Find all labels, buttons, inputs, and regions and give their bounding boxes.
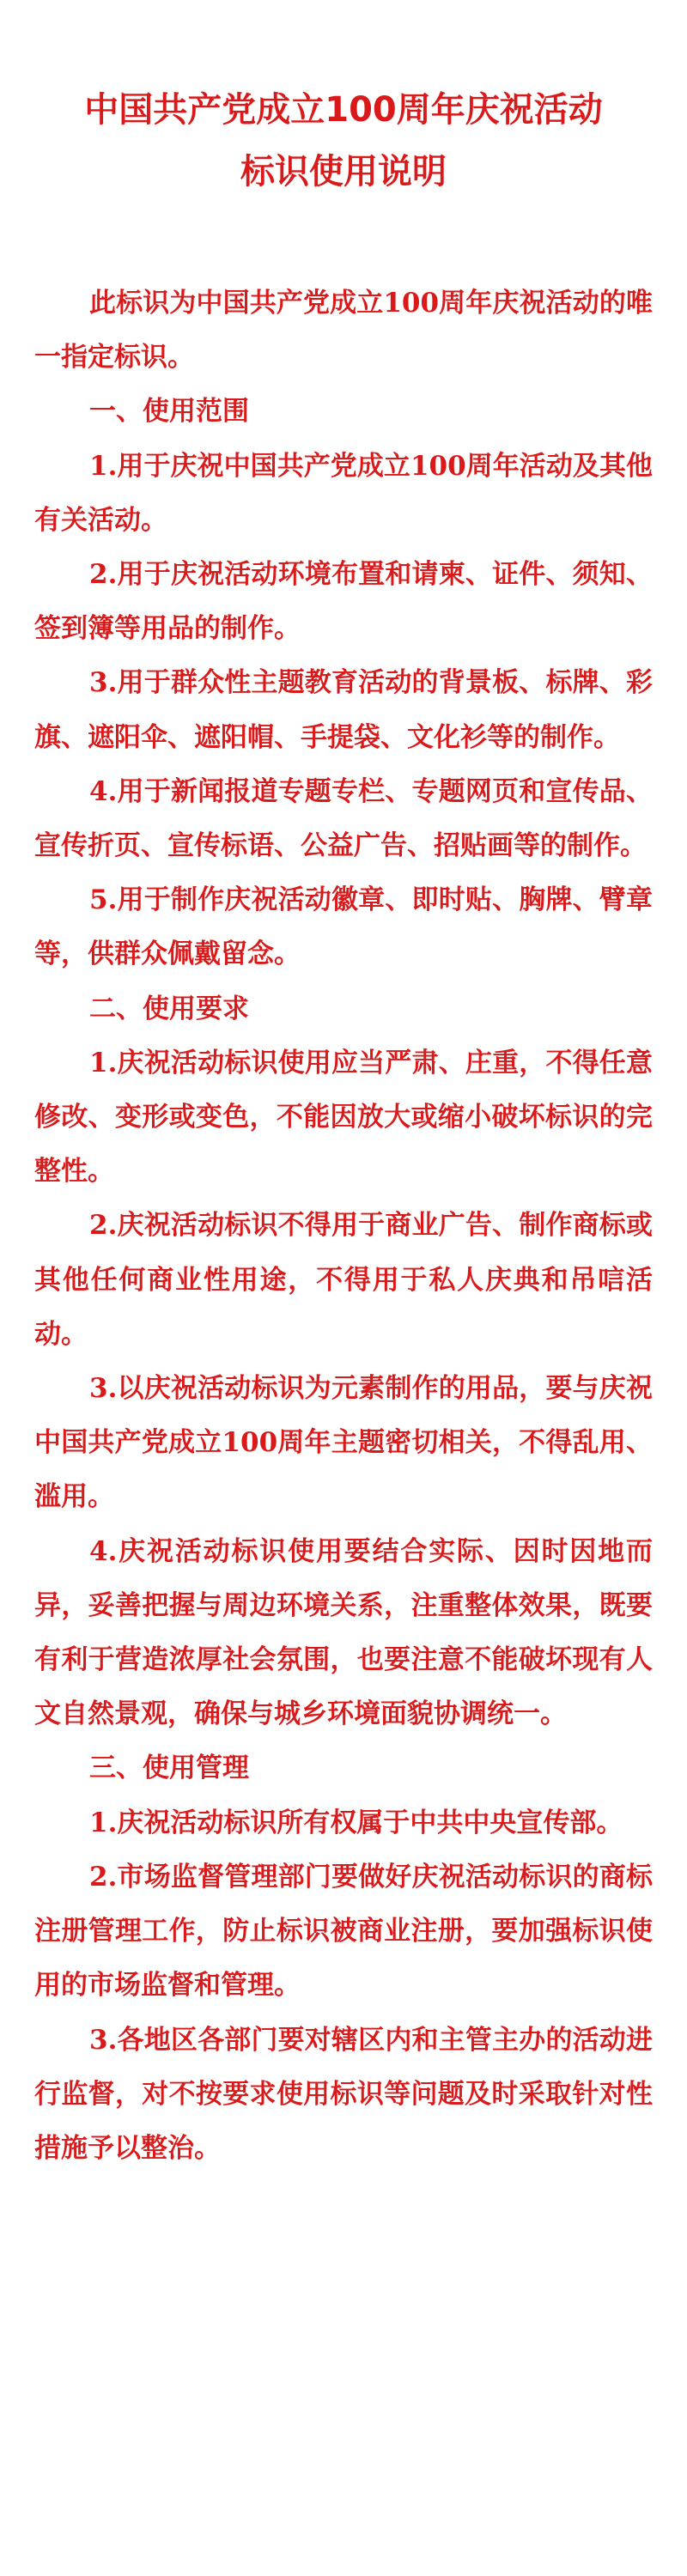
management-item-2: 2.市场监督管理部门要做好庆祝活动标识的商标注册管理工作，防止标识被商业注册，要加强标识使用的市场监督和管理。: [34, 1861, 653, 2002]
document-body: [34, 276, 653, 2176]
section-heading-management: 三、使用管理: [89, 1753, 249, 1784]
section-heading-scope: 一、使用范围: [89, 396, 249, 428]
document-title-line-1: 中国共产党成立100周年庆祝活动: [84, 90, 603, 130]
section-heading-requirements: 二、使用要求: [89, 993, 249, 1024]
scope-item-4: 4.用于新闻报道专题专栏、专题网页和宣传品、宣传折页、宣传标语、公益广告、招贴画等的制作。: [34, 775, 653, 862]
scope-item-2: 2.用于庆祝活动环境布置和请柬、证件、须知、签到簿等用品的制作。: [34, 559, 653, 645]
management-item-1: 1.庆祝活动标识所有权属于中共中央宣传部。: [89, 1807, 623, 1838]
requirement-item-2: 2.庆祝活动标识不得用于商业广告、制作商标或其他任何商业性用途，不得用于私人庆典和吊唁活动。: [34, 1210, 653, 1350]
requirement-item-1: 1.庆祝活动标识使用应当严肃、庄重，不得任意修改、变形或变色，不能因放大或缩小破坏标识的完整性。: [34, 1047, 653, 1188]
requirement-item-4: 4.庆祝活动标识使用要结合实际、因时因地而异，妥善把握与周边环境关系，注重整体效果，既要有利于营造浓厚社会氛围，也要注意不能破坏现有人文自然景观，确保与城乡环境面貌协调统一。: [34, 1535, 653, 1730]
scope-item-3: 3.用于群众性主题教育活动的背景板、标牌、彩旗、遮阳伞、遮阳帽、手提袋、文化衫等的制作。: [34, 667, 653, 753]
intro-paragraph: 此标识为中国共产党成立100周年庆祝活动的唯一指定标识。: [34, 288, 653, 374]
management-item-3: 3.各地区各部门要对辖区内和主管主办的活动进行监督，对不按要求使用标识等问题及时采取针对性措施予以整治。: [34, 2024, 653, 2164]
scope-item-5: 5.用于制作庆祝活动徽章、即时贴、胸牌、臂章等，供群众佩戴留念。: [34, 884, 653, 970]
requirement-item-3: 3.以庆祝活动标识为元素制作的用品，要与庆祝中国共产党成立100周年主题密切相关，不得乱用、滥用。: [34, 1373, 653, 1513]
document-title-line-2: 标识使用说明: [240, 152, 447, 191]
scope-item-1: 1.用于庆祝中国共产党成立100周年活动及其他有关活动。: [34, 450, 653, 536]
